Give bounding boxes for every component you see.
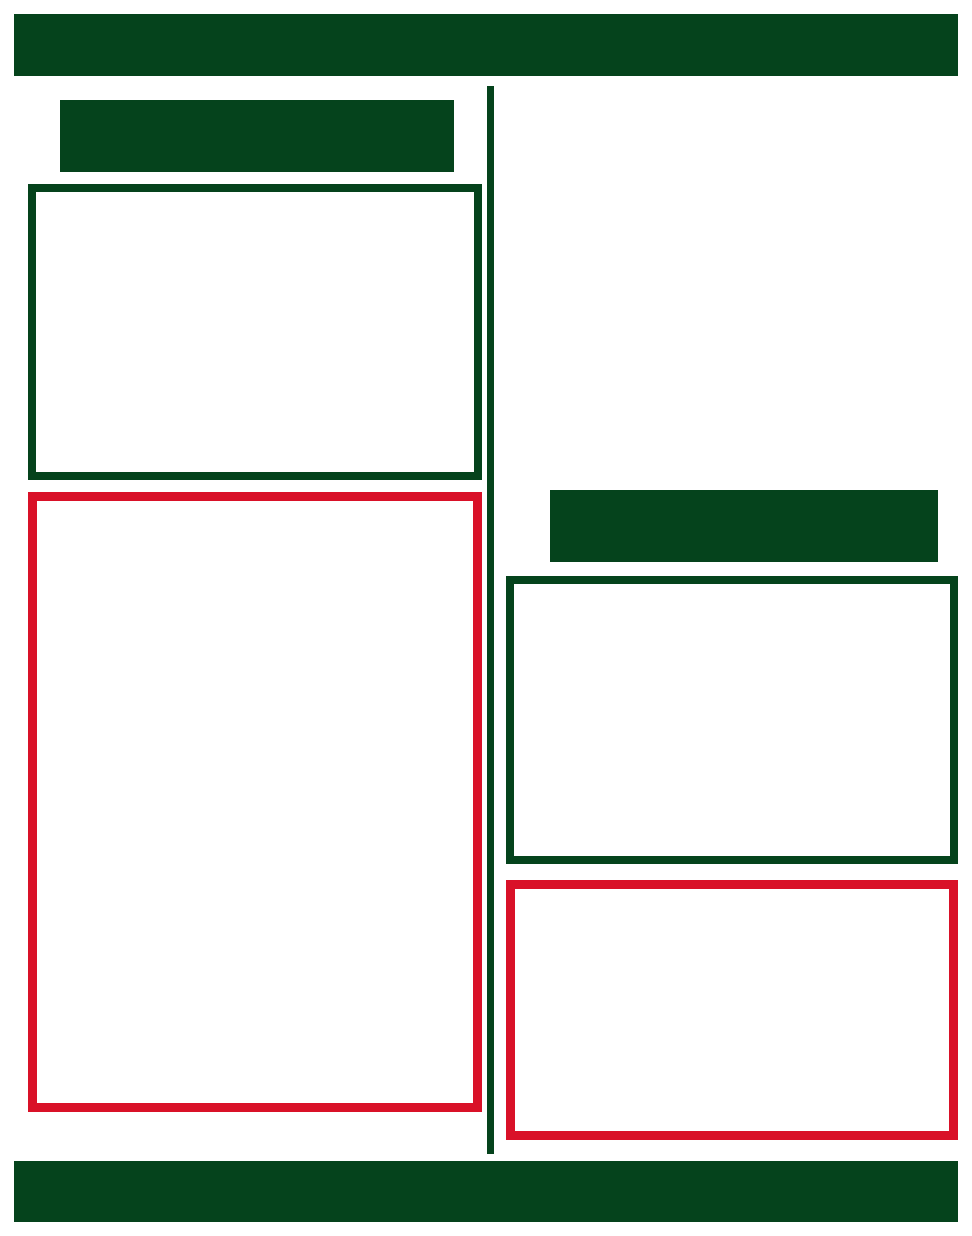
column-divider (487, 86, 494, 1154)
footer-banner (14, 1161, 958, 1222)
recycle-guidelines-title-plate (60, 100, 454, 172)
content-columns (14, 84, 958, 1154)
sizing-guideline-text (504, 128, 956, 173)
unacceptable-bulk-items-box (506, 880, 958, 1140)
service-notice (504, 92, 956, 173)
trash-cart-illustration-group (506, 276, 958, 484)
accepted-recyclables-box (28, 184, 482, 480)
recycle-column (14, 84, 482, 1154)
bulk-brush-title-plate (550, 490, 938, 562)
acceptable-bulk-items-box (506, 576, 958, 864)
prohibited-recyclables-box (28, 492, 482, 1112)
header-banner (14, 14, 958, 76)
bulk-brush-column (500, 84, 958, 1154)
service-day-notice (504, 92, 956, 121)
